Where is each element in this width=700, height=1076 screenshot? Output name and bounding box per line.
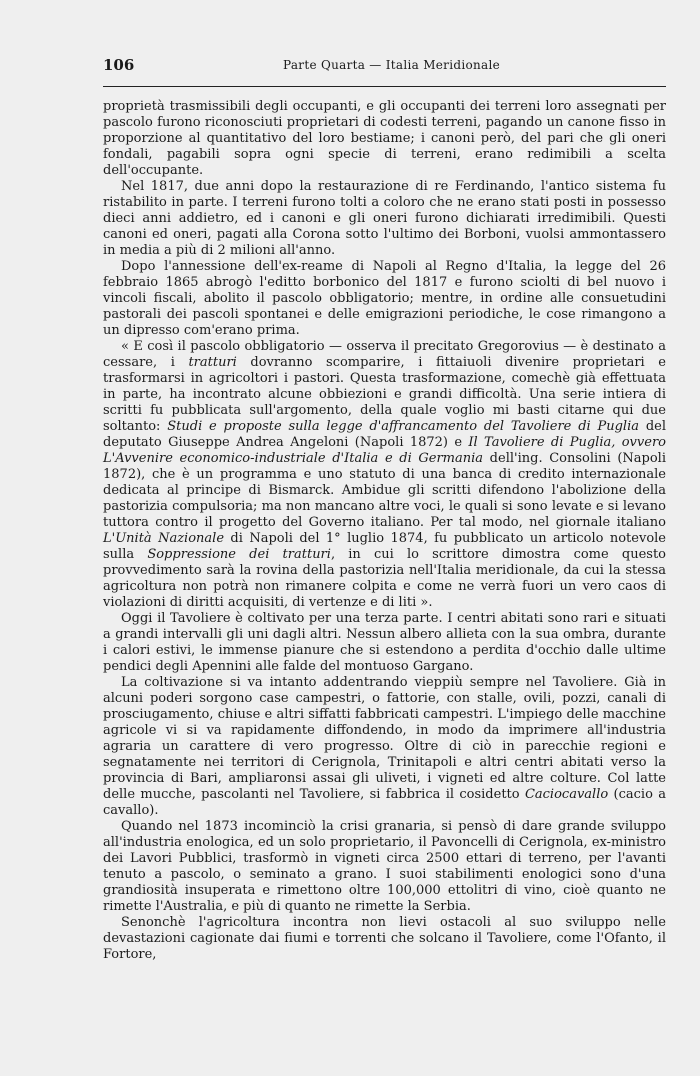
paragraph	[103, 611, 666, 675]
body-text	[103, 99, 666, 963]
paragraph	[103, 915, 666, 963]
text-run: , in cui lo scrittore dimostra come questo provvedimento sarà la rovina della pastorizia nell'Italia meridionale, da cui la stessa agricoltura non potrà non rimanere colpita e come ne verrà fuori un vero caos di violazioni di diritti acquisiti, di vertenze e di liti ».	[103, 547, 666, 610]
text-run: La coltivazione si va intanto addentrando vieppiù sempre nel Tavoliere. Già in alcuni poderi sorgono case campestri, o fattorie, con stalle, ovili, pozzi, canali di prosciugamento, chiuse e altri siffatti fabbricati campestri. L'impiego delle macchine agricole vi si va rapidamente diffondendo, in modo da imprimere all'industria agraria un carattere di vero progresso. Oltre di ciò in parecchie regioni e segnatamente nei territori di Cerignola, Trinitapoli e altri centri abitati verso la provincia di Bari, ampliaronsi assai gli uliveti, i vigneti ed altre colture. Col latte delle mucche, pascolanti nel Tavoliere, si fabbrica il cosidetto	[103, 675, 666, 802]
paragraph	[103, 179, 666, 259]
paragraph	[103, 675, 666, 819]
running-head: Parte Quarta — Italia Meridionale	[283, 58, 501, 72]
text-run: Senonchè l'agricoltura incontra non lievi ostacoli al suo sviluppo nelle devastazioni cagionate dai fiumi e torrenti che solcano il Tavoliere, come l'Ofanto, il Fortore,	[103, 915, 666, 962]
text-run: Oggi il Tavoliere è coltivato per una terza parte. I centri abitati sono rari e situati a grandi intervalli gli uni dagli altri. Nessun albero allieta con la sua ombra, durante i calori estivi, le immense pianure che si estendono a perdita d'occhio dalle ultime pendici degli Apennini alle falde del montuoso Gargano.	[103, 611, 666, 674]
italic-text: Il Tavoliere di Puglia, ovvero L'Avvenire economico-industriale d'Italia e di Germania	[103, 435, 666, 466]
text-run: Nel 1817, due anni dopo la restaurazione di re Ferdinando, l'antico sistema fu ristabilito in parte. I terreni furono tolti a coloro che ne erano stati posti in possesso dieci anni addietro, ed i canoni e gli oneri furono dichiarati irredimibili. Questi canoni ed oneri, pagati alla Corona sotto l'ultimo dei Borboni, vuolsi ammontassero in media a più di 2 milioni all'anno.	[103, 179, 666, 258]
text-run: « E così il pascolo obbligatorio — osserva il precitato Gregorovius — è destinato a cessare, i	[103, 339, 666, 370]
header-rule	[103, 86, 666, 87]
text-run: (cacio a cavallo).	[103, 787, 666, 818]
italic-text: Soppressione dei tratturi	[147, 547, 331, 562]
page-header	[103, 52, 666, 76]
text-run: Quando nel 1873 incominciò la crisi granaria, si pensò di dare grande sviluppo all'industria enologica, ed un solo proprietario, il Pavoncelli di Cerignola, ex-ministro dei Lavori Pubblici, trasformò in vigneti circa 2500 ettari di terreno, per l'avanti tenuto a pascolo, o seminato a grano. I suoi stabilimenti enologici sono d'una grandiosità insuperata e rimettono oltre 100,000 ettolitri di vino, cioè quanto ne rimette l'Australia, e più di quanto ne rimette la Serbia.	[103, 819, 666, 914]
text-run: del deputato Giuseppe Andrea Angeloni (Napoli 1872) e	[103, 419, 666, 450]
text-run: di Napoli del 1° luglio 1874, fu pubblicato un articolo notevole sulla	[103, 531, 667, 562]
italic-text: Studi e proposte sulla legge d'affrancamento del Tavoliere di Puglia	[167, 419, 639, 434]
italic-text: Caciocavallo	[524, 787, 609, 802]
paragraph	[103, 99, 666, 179]
italic-text: L'Unità Nazionale	[103, 531, 225, 546]
text-run: Dopo l'annessione dell'ex-reame di Napoli al Regno d'Italia, la legge del 26 febbraio 1865 abrogò l'editto borbonico del 1817 e furono sciolti di bel nuovo i vincoli fiscali, abolito il pascolo obbligatorio; mentre, in ordine alle consuetudini pastorali dei pascoli spontanei e delle emigrazioni periodiche, le cose rimangono a un dipresso com'erano prima.	[103, 259, 666, 338]
page-number: 106	[103, 56, 135, 74]
italic-text: tratturi	[188, 355, 237, 370]
paragraph	[103, 819, 666, 915]
text-run: dell'ing. Consolini (Napoli 1872), che è un programma e uno statuto di una banca di credito internazionale dedicata al principe di Bismarck. Ambidue gli scritti difendono l'abolizione della pastorizia compulsoria; ma non mancano altre voci, le quali si sono levate e si levano tuttora contro il progetto del Governo italiano. Per tal modo, nel giornale italiano	[103, 451, 666, 530]
text-run: proprietà trasmissibili degli occupanti, e gli occupanti dei terreni loro assegnati per pascolo furono riconosciuti proprietari di codesti terreni, pagando un canone fisso in proporzione al quantitativo del loro bestiame; i canoni però, del pari che gli oneri fondali, pagabili sopra ogni specie di terreni, erano redimibili a scelta dell'occupante.	[103, 99, 666, 178]
paragraph	[103, 259, 666, 339]
text-run: dovranno scomparire, i fittaiuoli divenire proprietari e trasformarsi in agricoltori i pastori. Questa trasformazione, comechè già effettuata in parte, ha incontrato alcune obbiezioni e grandi difficoltà. Una serie intiera di scritti fu pubblicata sull'argomento, della quale voglio mi basti citarne qui due soltanto:	[103, 355, 666, 434]
paragraph	[103, 339, 666, 611]
